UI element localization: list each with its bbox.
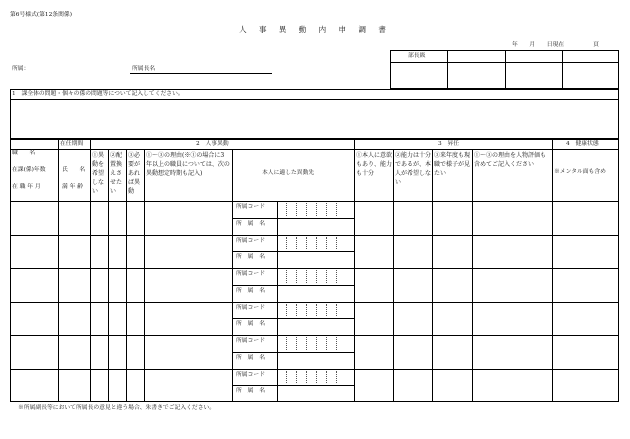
head-underline bbox=[130, 73, 272, 74]
promotion-header: 3 昇任 bbox=[438, 141, 460, 147]
col-reason: ①～③の理由(※①の場合に3年以上の職員については、次の異動想定時期も記入) bbox=[146, 152, 230, 177]
code-input-cell[interactable] bbox=[277, 302, 354, 319]
row-code-label: 所属コード bbox=[236, 204, 265, 210]
row-mid-divider bbox=[232, 385, 354, 386]
row-code-label: 所属コード bbox=[236, 237, 265, 244]
col-t3: ③必要があれば異動 bbox=[128, 152, 141, 195]
code-input-cell[interactable] bbox=[277, 235, 354, 252]
row-mid-divider bbox=[232, 352, 354, 353]
section1-label: 1 課全体の問題・個々の係の問題等について記入してください。 bbox=[12, 91, 184, 97]
row-mid-divider bbox=[232, 251, 354, 252]
col-age: 満 年 齢 bbox=[62, 184, 84, 190]
code-input-cell[interactable] bbox=[277, 201, 354, 218]
form-number: 第6号様式(第12条関係) bbox=[10, 12, 72, 18]
code-input-cell[interactable] bbox=[277, 268, 354, 285]
health-header: 4 健康状態 bbox=[566, 141, 599, 147]
col-name: 氏 名 bbox=[62, 167, 86, 173]
col-p2: ②能力は十分であるが、本人が希望しない bbox=[395, 152, 432, 186]
row-code-label: 所属コード bbox=[236, 304, 265, 311]
row-code-label: 所属コード bbox=[236, 338, 265, 344]
col-suited: 本人に適した異動先 bbox=[262, 170, 315, 176]
col-health: ※メンタル面も含め bbox=[554, 169, 606, 175]
col-section-years: 在課(係)年数 bbox=[12, 167, 46, 173]
col-t2: ②配置換えさせたい bbox=[110, 152, 123, 195]
col-p-reason: ①～③の理由を人物評価も含めてご記入ください bbox=[474, 152, 547, 168]
row-name-label: 所 属 名 bbox=[236, 287, 265, 294]
col-p3: ③来年度も現職で様子が見たい bbox=[434, 152, 471, 177]
col-staff: 職 名 bbox=[12, 150, 36, 156]
col-t1: ①異動を希望しない bbox=[92, 152, 105, 195]
row-mid-divider bbox=[232, 285, 354, 286]
code-input-cell[interactable] bbox=[277, 369, 354, 386]
footnote: ※所属副長等において所属長の意見と違う場合、朱書きでご記入ください。 bbox=[18, 405, 216, 411]
row-name-label: 所 属 名 bbox=[236, 254, 265, 261]
row-name-label: 所 属 名 bbox=[236, 220, 265, 227]
page-title: 人 事 異 動 内 申 調 書 bbox=[239, 25, 391, 34]
col-years-in-post: 在 職 年 月 bbox=[12, 184, 41, 190]
row-name-label: 所 属 名 bbox=[236, 354, 265, 361]
head-label: 所属長名 bbox=[132, 66, 156, 72]
code-input-cell[interactable] bbox=[277, 335, 354, 352]
row-code-label: 所属コード bbox=[236, 371, 265, 378]
col-tenure: 在任期間 bbox=[60, 141, 84, 147]
row-mid-divider bbox=[232, 218, 354, 219]
row-name-label: 所 属 名 bbox=[236, 388, 265, 395]
date-line: 年 月 日現在 頁 bbox=[512, 42, 599, 48]
col-p1: ①本人に意欲もあり、能力も十分 bbox=[356, 152, 393, 177]
affiliation-label: 所属： bbox=[12, 66, 30, 72]
row-code-label: 所属コード bbox=[236, 271, 265, 277]
row-mid-divider bbox=[232, 318, 354, 319]
row-name-label: 所 属 名 bbox=[236, 321, 265, 328]
dept-head-label: 部長級 bbox=[408, 53, 426, 59]
transfer-header: 2 人事異動 bbox=[196, 141, 229, 147]
